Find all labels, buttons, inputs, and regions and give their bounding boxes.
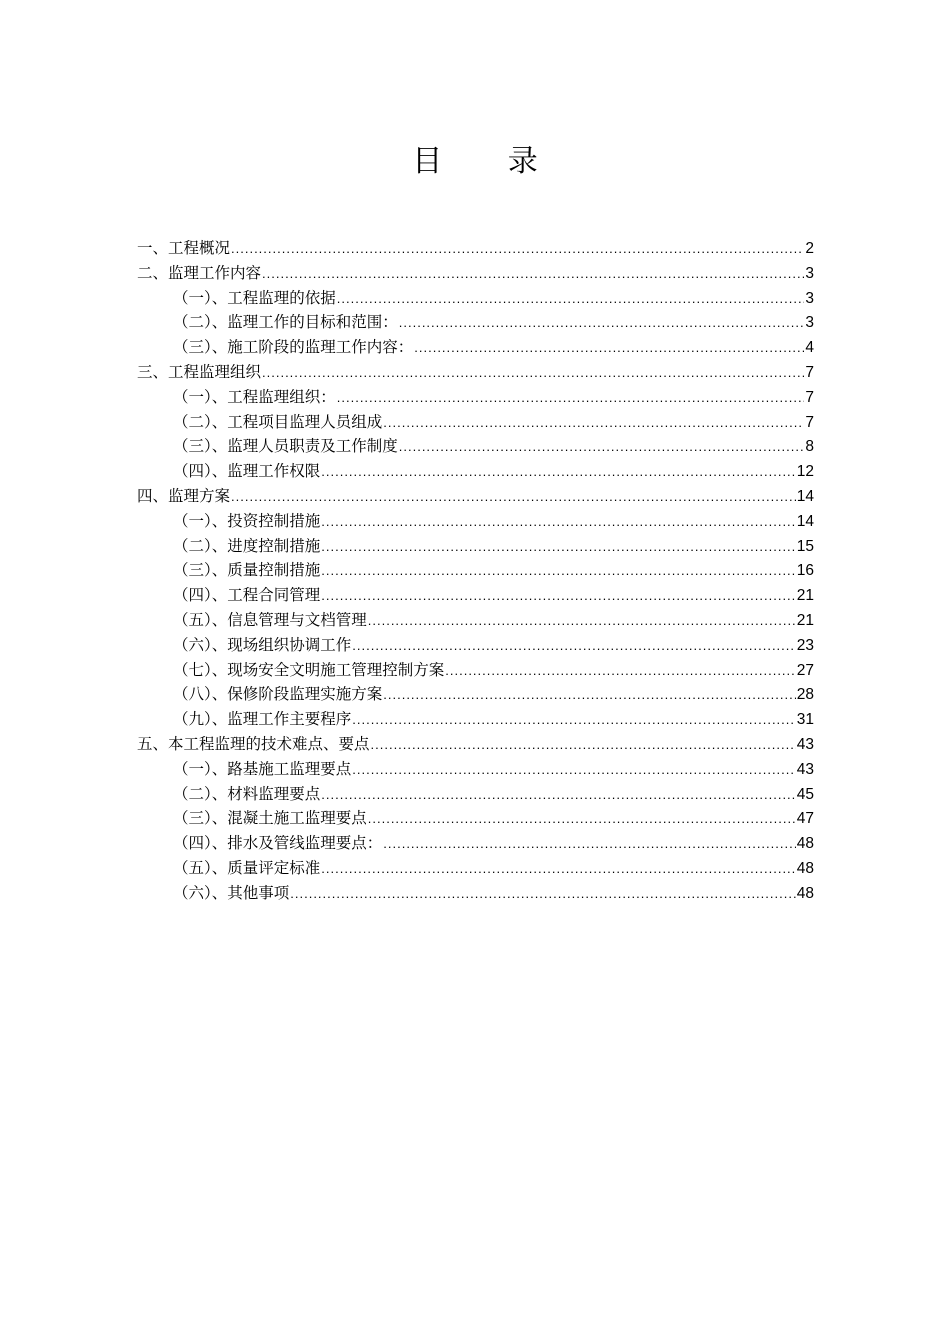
- toc-entry[interactable]: [137, 658, 814, 683]
- toc-page-number: 27: [796, 661, 814, 679]
- toc-dot-leader: [262, 262, 804, 287]
- toc-entry[interactable]: [137, 261, 814, 286]
- toc-entry[interactable]: [137, 608, 814, 633]
- toc-entry-text: 四、监理方案: [137, 486, 231, 505]
- toc-entry-text: （四）、监理工作权限: [173, 462, 321, 481]
- toc-dot-leader: [321, 783, 795, 808]
- toc-entry[interactable]: [137, 558, 814, 583]
- toc-dot-leader: [337, 287, 805, 312]
- toc-page-number: 7: [805, 363, 814, 381]
- toc-dot-leader: [368, 807, 796, 832]
- toc-entry-text: （二）、工程项目监理人员组成: [173, 412, 383, 431]
- toc-page-number: 15: [796, 537, 814, 555]
- toc-entry-text: （四）、排水及管线监理要点：: [173, 834, 383, 853]
- toc-dot-leader: [231, 237, 804, 262]
- toc-page-number: 14: [796, 487, 814, 505]
- toc-dot-leader: [321, 535, 795, 560]
- toc-entry[interactable]: [137, 335, 814, 360]
- toc-entry[interactable]: [137, 831, 814, 856]
- toc-entry[interactable]: [137, 707, 814, 732]
- toc-page-number: 47: [796, 810, 814, 828]
- toc-entry-text: （三）、混凝土施工监理要点: [173, 809, 367, 828]
- toc-page-number: 21: [796, 587, 814, 605]
- toc-entry[interactable]: [137, 782, 814, 807]
- toc-entry-text: （一）、工程监理组织：: [173, 387, 336, 406]
- toc-page-number: 3: [805, 264, 814, 282]
- toc-entry[interactable]: [137, 310, 814, 335]
- toc-entry[interactable]: [137, 856, 814, 881]
- toc-entry-text: （五）、信息管理与文档管理: [173, 610, 367, 629]
- toc-dot-leader: [321, 460, 795, 485]
- toc-page-number: 3: [805, 314, 814, 332]
- toc-dot-leader: [352, 634, 795, 659]
- toc-dot-leader: [321, 510, 795, 535]
- toc-dot-leader: [321, 584, 795, 609]
- toc-page-number: 21: [796, 611, 814, 629]
- toc-entry[interactable]: [137, 583, 814, 608]
- toc-entry[interactable]: [137, 434, 814, 459]
- toc-dot-leader: [399, 311, 805, 336]
- toc-entry[interactable]: [137, 682, 814, 707]
- toc-dot-leader: [352, 758, 795, 783]
- toc-entry[interactable]: [137, 484, 814, 509]
- toc-page-number: 4: [805, 339, 814, 357]
- toc-page-number: 48: [796, 835, 814, 853]
- toc-dot-leader: [337, 386, 805, 411]
- toc-dot-leader: [383, 683, 795, 708]
- toc-entry-text: （五）、质量评定标准: [173, 858, 321, 877]
- toc-page-number: 7: [805, 388, 814, 406]
- toc-entry[interactable]: [137, 881, 814, 906]
- toc-dot-leader: [231, 485, 796, 510]
- toc-entry[interactable]: [137, 806, 814, 831]
- toc-entry[interactable]: [137, 360, 814, 385]
- toc-page-number: 8: [805, 438, 814, 456]
- toc-entry-text: （六）、其他事项: [173, 883, 290, 902]
- toc-entry-text: （三）、监理人员职责及工作制度: [173, 437, 398, 456]
- toc-entry-text: 三、工程监理组织: [137, 362, 262, 381]
- toc-dot-leader: [399, 435, 805, 460]
- toc-entry[interactable]: [137, 286, 814, 311]
- toc-page-number: 48: [796, 859, 814, 877]
- toc-entry-text: （四）、工程合同管理: [173, 586, 321, 605]
- toc-entry-text: （二）、材料监理要点: [173, 784, 321, 803]
- toc-entry-text: （八）、保修阶段监理实施方案: [173, 685, 383, 704]
- toc-page-number: 28: [796, 686, 814, 704]
- toc-entry-text: （二）、监理工作的目标和范围：: [173, 313, 398, 332]
- toc-page-number: 3: [805, 289, 814, 307]
- toc-dot-leader: [321, 559, 795, 584]
- toc-entry-text: （三）、质量控制措施: [173, 561, 321, 580]
- toc-entry-text: 二、监理工作内容: [137, 263, 262, 282]
- toc-dot-leader: [414, 336, 804, 361]
- toc-entry-text: （六）、现场组织协调工作: [173, 635, 352, 654]
- toc-entry-text: （九）、监理工作主要程序: [173, 710, 352, 729]
- toc-entry[interactable]: [137, 236, 814, 261]
- toc-entry[interactable]: [137, 732, 814, 757]
- toc-page-number: 43: [796, 735, 814, 753]
- toc-entry-text: （一）、工程监理的依据: [173, 288, 336, 307]
- toc-page-number: 43: [796, 760, 814, 778]
- toc-dot-leader: [352, 708, 795, 733]
- toc-page-number: 48: [796, 884, 814, 902]
- toc-entry-text: （一）、投资控制措施: [173, 511, 321, 530]
- toc-page-number: 45: [796, 785, 814, 803]
- toc-entry-text: （一）、路基施工监理要点: [173, 759, 352, 778]
- toc-entry[interactable]: [137, 633, 814, 658]
- toc-entry[interactable]: [137, 509, 814, 534]
- toc-entry[interactable]: [137, 385, 814, 410]
- toc-page-number: 23: [796, 636, 814, 654]
- toc-dot-leader: [290, 882, 795, 907]
- toc-dot-leader: [445, 659, 795, 684]
- toc-entry-text: （二）、进度控制措施: [173, 536, 321, 555]
- toc-dot-leader: [262, 361, 804, 386]
- table-of-contents: [137, 236, 814, 906]
- toc-entry-text: 一、工程概况: [137, 239, 231, 257]
- toc-page-number: 16: [796, 562, 814, 580]
- toc-dot-leader: [371, 733, 796, 758]
- toc-dot-leader: [368, 609, 796, 634]
- toc-page-number: 14: [796, 512, 814, 530]
- toc-entry-text: （七）、现场安全文明施工管理控制方案: [173, 660, 445, 679]
- toc-page-number: 12: [796, 463, 814, 481]
- toc-page-number: 7: [805, 413, 814, 431]
- toc-entry[interactable]: [137, 534, 814, 559]
- page-title: 目 录: [412, 144, 566, 179]
- toc-page-number: 31: [796, 711, 814, 729]
- toc-dot-leader: [383, 832, 795, 857]
- toc-entry[interactable]: [137, 757, 814, 782]
- toc-dot-leader: [383, 411, 804, 436]
- toc-dot-leader: [321, 857, 795, 882]
- toc-page-number: 2: [805, 240, 814, 257]
- toc-entry-text: 五、本工程监理的技术难点、要点: [137, 734, 370, 753]
- toc-entry-text: （三）、施工阶段的监理工作内容：: [173, 338, 414, 357]
- toc-entry[interactable]: [137, 459, 814, 484]
- toc-entry[interactable]: [137, 410, 814, 435]
